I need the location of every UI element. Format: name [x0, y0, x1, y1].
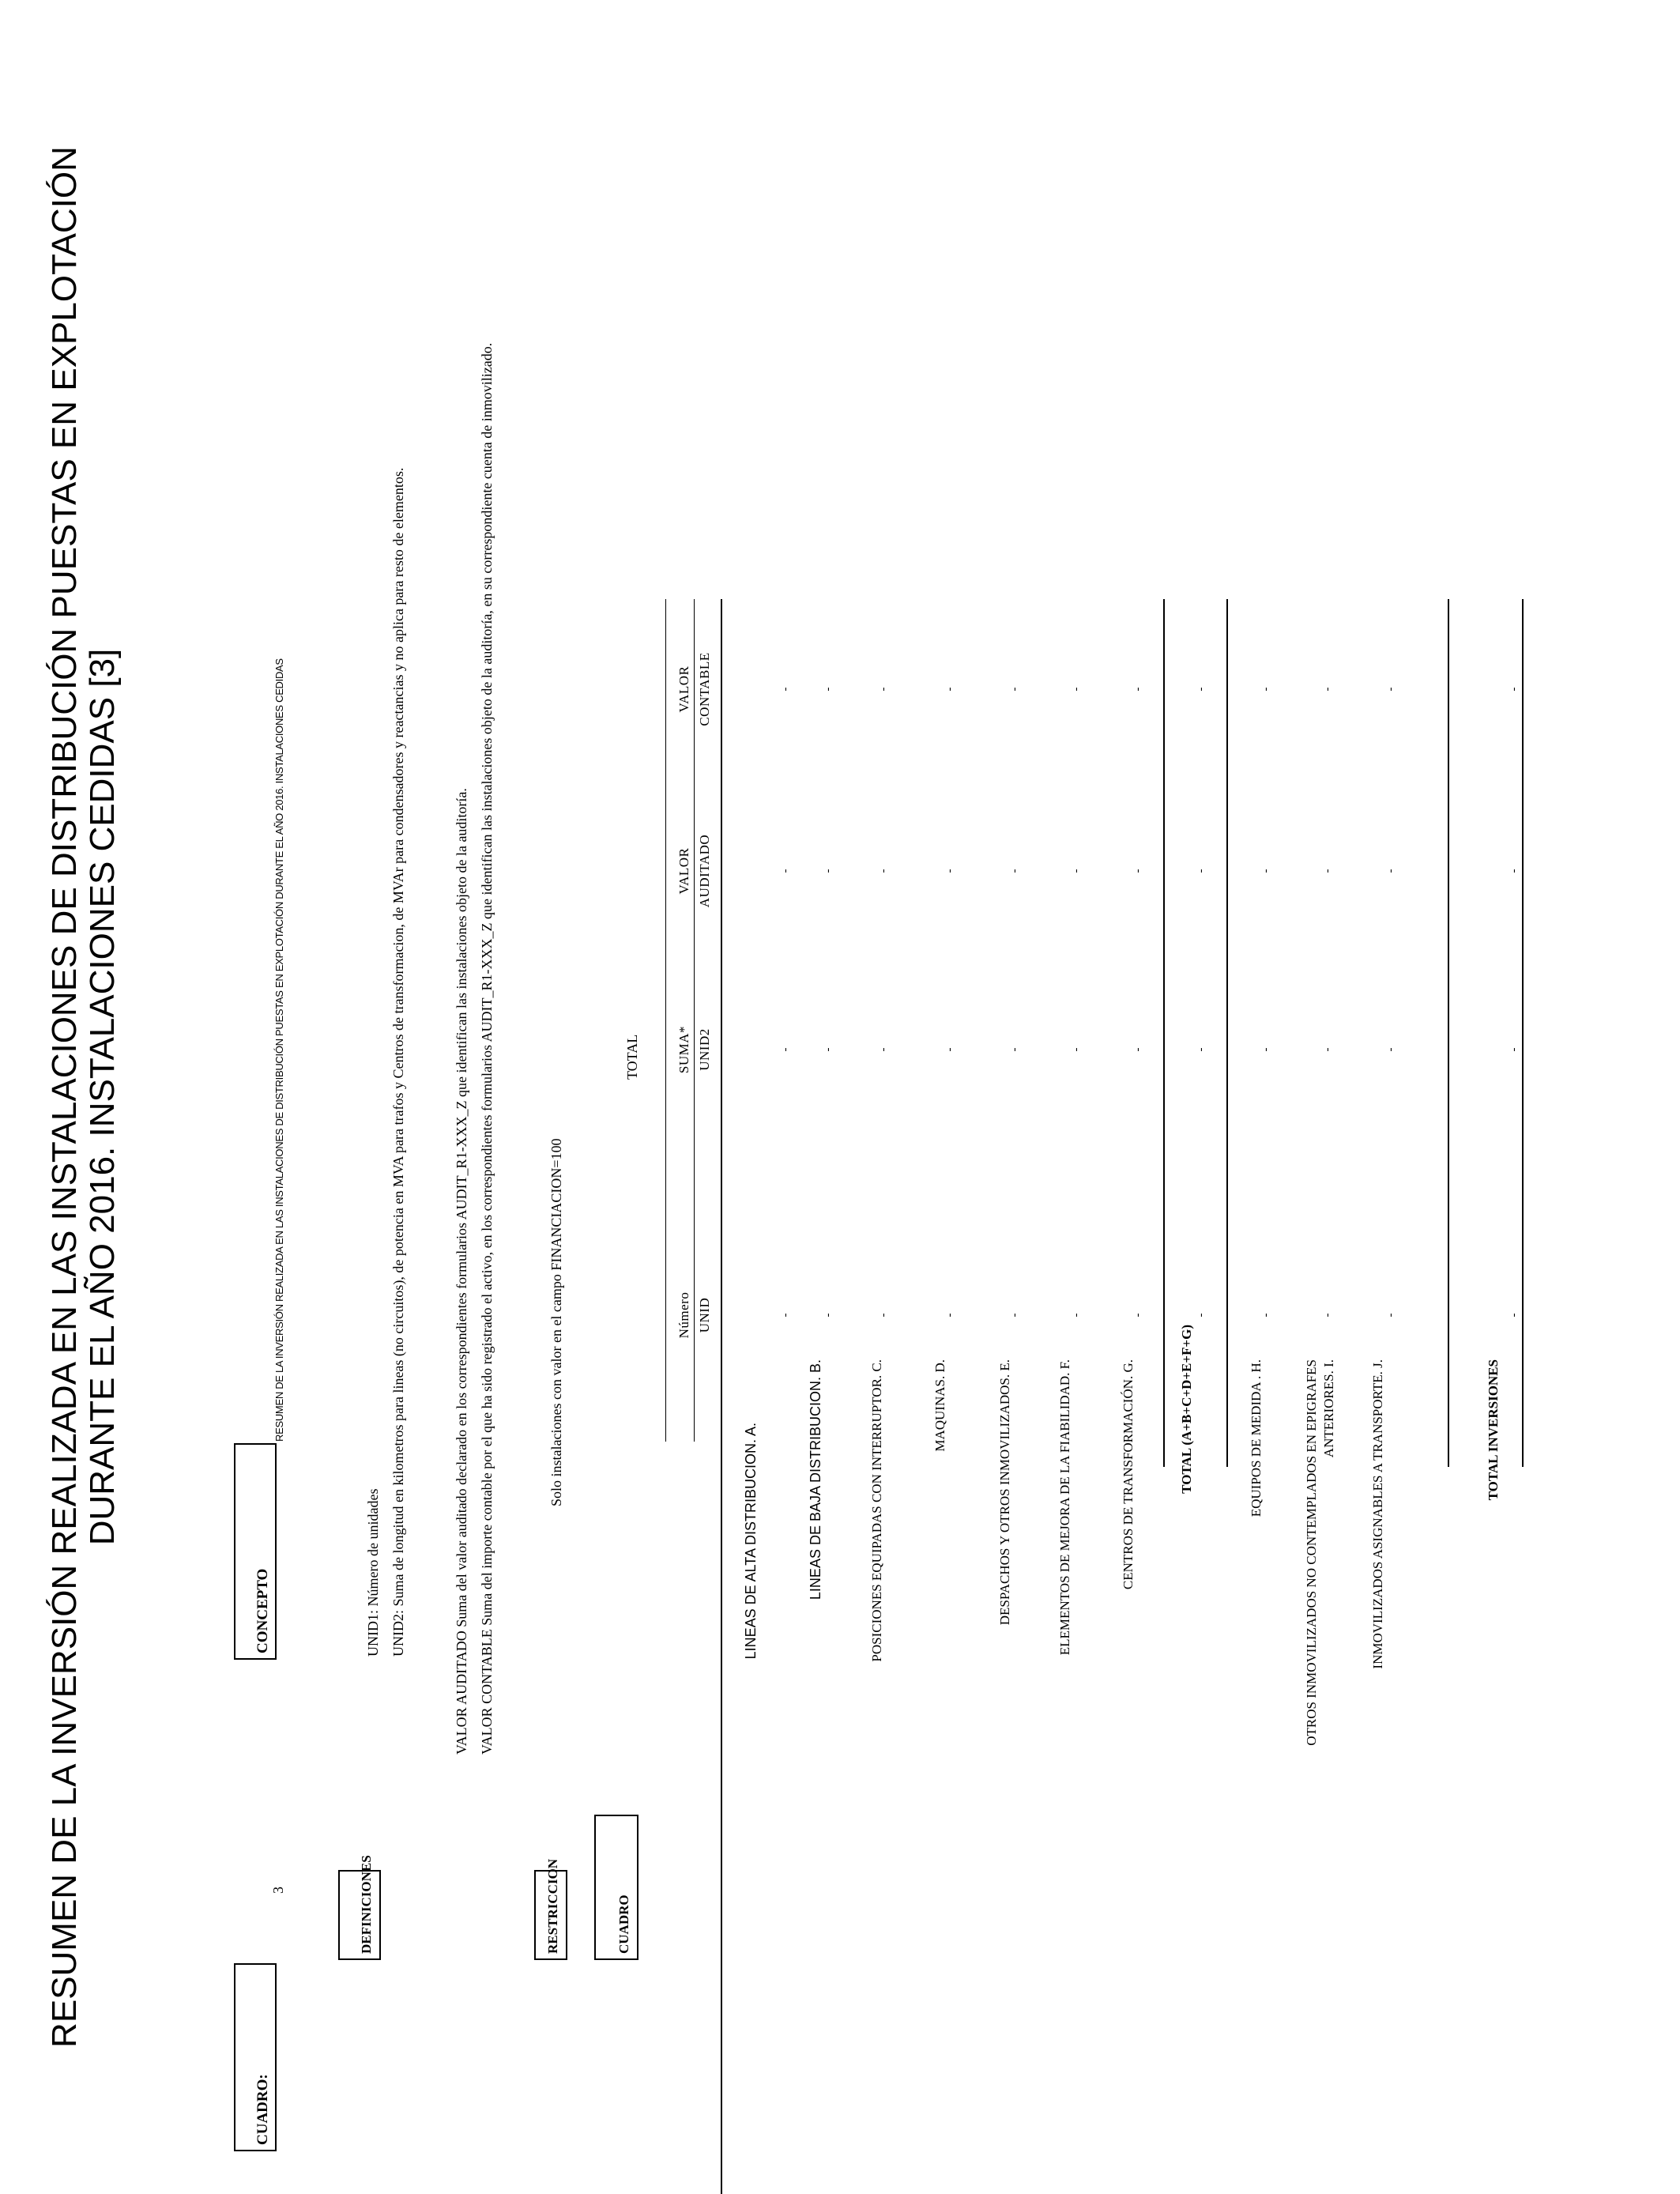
header-top-rule — [665, 599, 666, 1442]
row-j-contable: - — [1384, 687, 1397, 692]
restriccion-label: RESTRICCION — [545, 1859, 560, 1954]
definicion-valor-contable: VALOR CONTABLE Suma del importe contable por el que ha sido registrado el activo, en los correspondientes formularios AUDIT_R1-XXX_Z que identifican las instalaciones objeto de la auditoría, en su correspondiente cuenta de inmovilizado. — [479, 342, 495, 1755]
row-h-unid2: - — [1260, 1047, 1272, 1052]
subtotal-top-rule — [1163, 599, 1165, 1467]
row-j-auditado: - — [1384, 869, 1397, 873]
row-d-unid2: - — [944, 1047, 956, 1052]
row-f-auditado: - — [1070, 869, 1083, 873]
row-g-unid2: - — [1132, 1047, 1144, 1052]
definicion-unid1: UNID1: Número de unidades — [365, 1488, 381, 1657]
definicion-valor-auditado: VALOR AUDITADO Suma del valor auditado declarado en los correspondientes formularios AUDIT_R1-XXX_Z que identifican las instalaciones objeto de la auditoría. — [454, 788, 469, 1755]
row-label-posiciones: POSICIONES EQUIPADAS CON INTERRUPTOR. C. — [869, 1359, 884, 1662]
row-label-lineas-baja: LINEAS DE BAJA DISTRIBUCION. B. — [808, 1359, 823, 1600]
row-i-contable: - — [1321, 687, 1334, 692]
row-label-total-inversiones: TOTAL INVERSIONES — [1486, 1359, 1501, 1501]
concepto-value: RESUMEN DE LA INVERSIÓN REALIZADA EN LAS INSTALACIONES DE DISTRIBUCIÓN PUESTAS EN EXPLOTACIÓN DURANTE EL AÑO 2016. INSTALACIONES CEDIDAS — [273, 658, 285, 1442]
cuadro-box — [594, 1815, 638, 1960]
subtotal-unid2: - — [1195, 1047, 1207, 1052]
subtotal-bottom-rule — [1226, 599, 1228, 1467]
row-label-centros-transformacion: CENTROS DE TRANSFORMACIÓN. G. — [1121, 1359, 1136, 1590]
row-label-equipos-medida: EQUIPOS DE MEDIDA . H. — [1249, 1359, 1264, 1517]
header-col2-bottom: UNID2 — [697, 1028, 712, 1071]
header-col1-bottom: UNID — [697, 1297, 712, 1333]
row-d-auditado: - — [944, 869, 956, 873]
cuadro-number: 3 — [270, 1887, 286, 1894]
header-bottom-rule — [721, 599, 722, 1442]
row-label-otros-inmovilizados-1: OTROS INMOVILIZADOS NO CONTEMPLADOS EN EPIGRAFES — [1304, 1359, 1319, 1746]
row-f-unid: - — [1070, 1313, 1083, 1318]
header-col4-top: VALOR — [676, 665, 691, 713]
row-f-contable: - — [1070, 687, 1083, 692]
subtotal-contable: - — [1195, 687, 1207, 692]
row-label-inmovilizados-transporte: INMOVILIZADOS ASIGNABLES A TRANSPORTE. J. — [1370, 1359, 1385, 1669]
row-e-auditado: - — [1008, 869, 1021, 873]
row-j-unid2: - — [1384, 1047, 1397, 1052]
total-unid2: - — [1508, 1047, 1520, 1052]
restriccion-text: Solo instalaciones con valor en el campo FINANCIACION=100 — [548, 1138, 564, 1506]
row-label-despachos: DESPACHOS Y OTROS INMOVILIZADOS. E. — [997, 1359, 1012, 1626]
header-mid-rule — [694, 599, 695, 1442]
row-e-unid: - — [1008, 1313, 1021, 1318]
row-b-unid2: - — [822, 1047, 834, 1052]
header-col4-bottom: CONTABLE — [697, 652, 712, 726]
row-b-unid: - — [822, 1313, 834, 1318]
row-b-contable: - — [822, 687, 834, 692]
row-label-otros-inmovilizados-2: ANTERIORES. I. — [1321, 1359, 1336, 1458]
table-total-label: TOTAL — [624, 1034, 640, 1080]
total-unid: - — [1508, 1313, 1520, 1318]
row-h-auditado: - — [1260, 869, 1272, 873]
row-label-elementos-mejora: ELEMENTOS DE MEJORA DE LA FIABILIDAD. F. — [1057, 1359, 1072, 1656]
row-a-unid: - — [779, 1313, 792, 1318]
row-label-subtotal: TOTAL (A+B+C+D+E+F+G) — [1179, 1325, 1194, 1494]
header-col1-top: Número — [676, 1291, 691, 1339]
cuadro-label-box — [234, 1963, 277, 2151]
page-title-line2: DURANTE EL AÑO 2016. INSTALACIONES CEDIDAS [3] — [83, 648, 122, 1546]
restriccion-label-box — [534, 1859, 567, 1960]
row-a-auditado: - — [779, 869, 792, 873]
definiciones-label: DEFINICIONES — [359, 1855, 374, 1954]
cuadro-label: CUADRO: — [254, 2074, 271, 2145]
header-col2-top: SUMA* — [676, 1025, 691, 1074]
total-top-rule — [1448, 599, 1449, 1467]
row-a-contable: - — [779, 687, 792, 692]
row-g-unid: - — [1132, 1313, 1144, 1318]
concepto-label-box — [234, 1443, 277, 1660]
row-f-unid2: - — [1070, 1047, 1083, 1052]
subtotal-unid: - — [1195, 1313, 1207, 1318]
row-c-unid: - — [877, 1313, 890, 1318]
row-e-contable: - — [1008, 687, 1021, 692]
header-col3-top: VALOR — [676, 847, 691, 895]
subtotal-auditado: - — [1195, 869, 1207, 873]
labels-column-rule — [721, 1442, 722, 2194]
row-d-unid: - — [944, 1313, 956, 1318]
definiciones-label-box — [338, 1855, 381, 1960]
row-label-lineas-alta: LINEAS DE ALTA DISTRIBUCION. A. — [743, 1423, 759, 1660]
page-title-line1: RESUMEN DE LA INVERSIÓN REALIZADA EN LAS INSTALACIONES DE DISTRIBUCIÓN PUESTAS EN EXPLOTACIÓN — [45, 146, 84, 2048]
row-e-unid2: - — [1008, 1047, 1021, 1052]
cuadro-box-label: CUADRO — [616, 1894, 631, 1954]
row-i-auditado: - — [1321, 869, 1334, 873]
header-col3-bottom: AUDITADO — [697, 834, 712, 908]
row-b-auditado: - — [822, 869, 834, 873]
row-c-unid2: - — [877, 1047, 890, 1052]
row-g-auditado: - — [1132, 869, 1144, 873]
row-i-unid: - — [1321, 1313, 1334, 1318]
row-h-contable: - — [1260, 687, 1272, 692]
total-bottom-rule — [1522, 599, 1524, 1467]
row-c-contable: - — [877, 687, 890, 692]
row-a-unid2: - — [779, 1047, 792, 1052]
row-i-unid2: - — [1321, 1047, 1334, 1052]
row-c-auditado: - — [877, 869, 890, 873]
total-contable: - — [1508, 687, 1520, 692]
row-j-unid: - — [1384, 1313, 1397, 1318]
row-label-maquinas: MAQUINAS. D. — [932, 1359, 947, 1452]
row-h-unid: - — [1260, 1313, 1272, 1318]
row-d-contable: - — [944, 687, 956, 692]
concepto-label: CONCEPTO — [254, 1568, 271, 1653]
total-auditado: - — [1508, 869, 1520, 873]
definicion-unid2: UNID2: Suma de longitud en kilometros para lineas (no circuitos), de potencia en MVA para trafos y Centros de transformacion, de MVAr para condensadores y reactancias y no aplica para resto de elementos. — [390, 467, 406, 1657]
row-g-contable: - — [1132, 687, 1144, 692]
